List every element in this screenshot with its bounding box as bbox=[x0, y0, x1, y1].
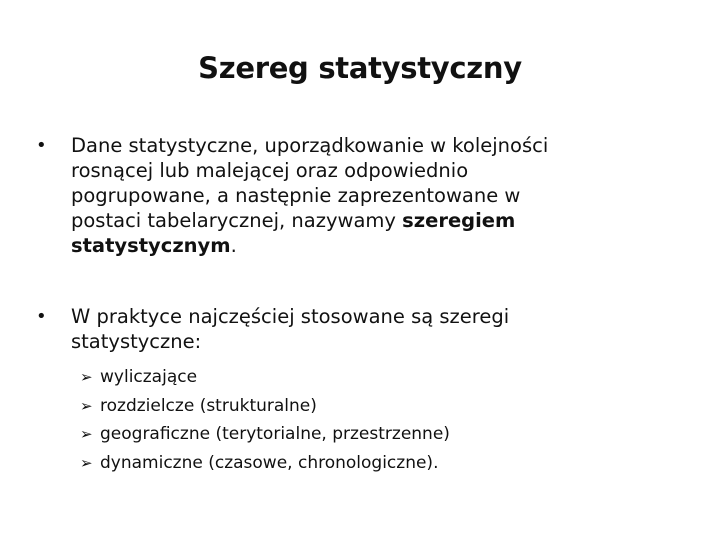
bullet-marker: • bbox=[36, 306, 47, 327]
bullet-line-end: . bbox=[230, 234, 237, 257]
list-item bbox=[80, 449, 700, 478]
bullet-line bbox=[71, 233, 676, 258]
list-item-text: wyliczające bbox=[100, 367, 198, 387]
bullet-definition bbox=[36, 133, 676, 258]
arrow-bullet-icon: ➢ bbox=[80, 368, 93, 386]
list-item bbox=[80, 420, 700, 449]
bullet-line bbox=[71, 208, 676, 233]
slide-title: Szereg statystyczny bbox=[198, 51, 522, 85]
list-item bbox=[80, 392, 700, 421]
series-types-list bbox=[80, 363, 700, 477]
bold-term: statystycznym bbox=[71, 234, 231, 257]
bullet-text bbox=[36, 133, 676, 258]
bullet-marker: • bbox=[36, 135, 47, 156]
arrow-bullet-icon: ➢ bbox=[80, 425, 93, 443]
list-item-text: geograficzne (terytorialne, przestrzenne) bbox=[100, 424, 450, 444]
bold-term: szeregiem bbox=[402, 209, 516, 232]
bullet-line: W praktyce najczęściej stosowane są szeregi bbox=[71, 305, 510, 328]
bullet-line-normal: postaci tabelarycznej, nazywamy bbox=[71, 209, 403, 232]
bullet-line: rosnącej lub malejącej oraz odpowiednio bbox=[71, 159, 469, 182]
bullet-text bbox=[36, 304, 676, 354]
bullet-line: pogrupowane, a następnie zaprezentowane w bbox=[71, 184, 521, 207]
list-item bbox=[80, 363, 700, 392]
bullet-line: Dane statystyczne, uporządkowanie w kolejności bbox=[71, 134, 549, 157]
list-item-text: rozdzielcze (strukturalne) bbox=[100, 395, 317, 416]
bullet-line: statystyczne: bbox=[71, 330, 202, 353]
arrow-bullet-icon: ➢ bbox=[80, 396, 93, 415]
bullet-practice bbox=[36, 304, 676, 354]
arrow-bullet-icon: ➢ bbox=[80, 453, 93, 472]
list-item-text: dynamiczne (czasowe, chronologiczne). bbox=[100, 452, 439, 473]
